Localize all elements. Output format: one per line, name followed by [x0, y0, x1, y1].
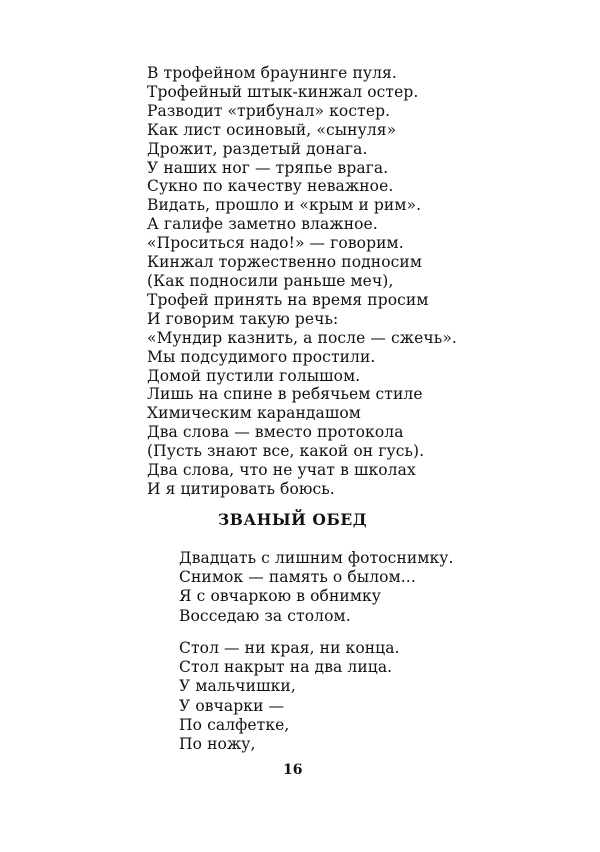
poem-line: Мы подсудимого простили.	[147, 347, 376, 366]
poem-line: Два слова, что не учат в школах	[147, 461, 416, 480]
poem-line: А галифе заметно влажное.	[147, 215, 378, 234]
poem-line: Видать, прошло и «крым и рим».	[147, 196, 422, 215]
poem-line: Стол накрыт на два лица.	[179, 658, 393, 677]
poem-line: Дрожит, раздетый донага.	[147, 139, 368, 158]
poem-line: Химическим карандашом	[147, 404, 361, 423]
poem-line: Как лист осиновый, «сынуля»	[147, 120, 397, 139]
poem-line: По ножу,	[179, 735, 256, 754]
poem-line: Трофейный штык-кинжал остер.	[147, 82, 419, 101]
poem-line: По салфетке,	[179, 715, 290, 734]
poem-line: Восседаю за столом.	[179, 606, 351, 625]
poem-line: Я с овчаркою в обнимку	[179, 587, 382, 606]
poem-line: У овчарки —	[179, 696, 285, 715]
page-number: 16	[283, 762, 303, 778]
poem-line: Снимок — память о былом...	[179, 568, 416, 587]
poem-line: Кинжал торжественно подносим	[147, 253, 423, 272]
poem-line: Два слова — вместо протокола	[147, 423, 404, 442]
poem-line: У наших ног — тряпье врага.	[147, 158, 389, 177]
poem-line: Разводит «трибунал» костер.	[147, 101, 391, 120]
poem-trophy-text	[147, 64, 567, 499]
poem-line: (Как подносили раньше меч),	[147, 271, 394, 290]
poem-line: И говорим такую речь:	[147, 309, 339, 328]
poem-stanza-1	[179, 549, 454, 626]
poem-line: Двадцать с лишним фотоснимку.	[179, 549, 454, 567]
poem-line: Трофей принять на время просим	[147, 290, 429, 309]
poem-line: «Проситься надо!» — говорим.	[147, 234, 404, 253]
poem-line: Домой пустили голышом.	[147, 366, 361, 385]
poem-title: ЗВАНЫЙ ОБЕД	[218, 510, 368, 529]
poem-line: Стол — ни края, ни конца.	[179, 639, 400, 657]
poem-line: Сукно по качеству неважное.	[147, 177, 394, 196]
poem-line: Лишь на спине в ребячьем стиле	[147, 385, 423, 404]
poem-stanza-2	[179, 639, 400, 754]
poem-line: У мальчишки,	[179, 677, 296, 696]
poem-line: (Пусть знают все, какой он гусь).	[147, 442, 425, 461]
poem-line: И я цитировать боюсь.	[147, 479, 335, 498]
poem-line: «Мундир казнить, а после — сжечь».	[147, 328, 457, 347]
poem-line: В трофейном браунинге пуля.	[147, 64, 397, 82]
